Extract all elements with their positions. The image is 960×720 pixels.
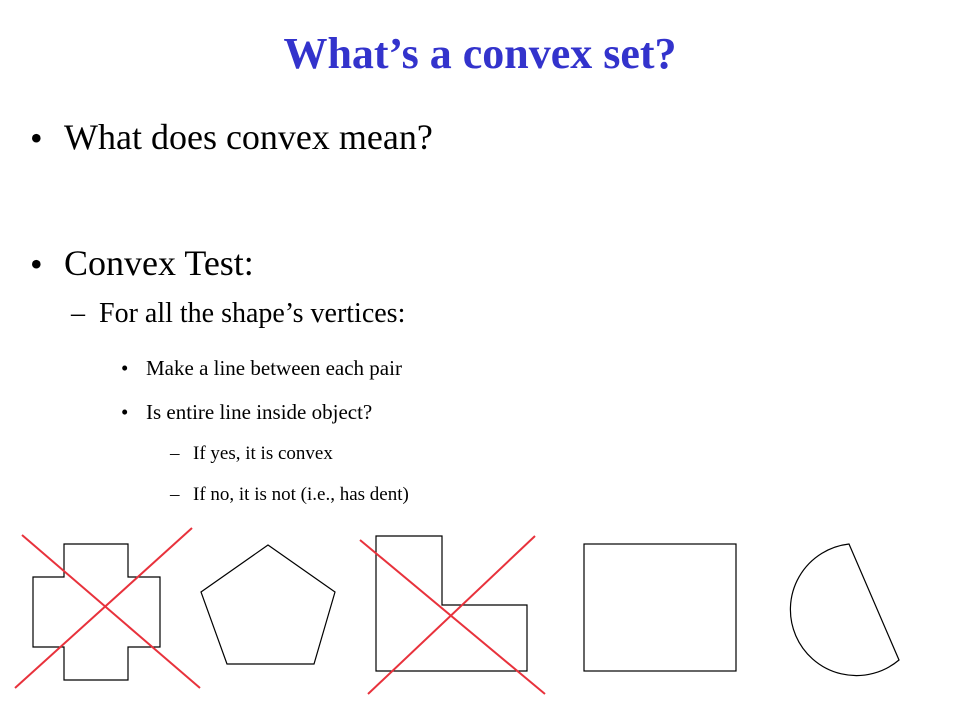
bullet-text: For all the shape’s vertices: <box>99 298 406 329</box>
bullet-text: Is entire line inside object? <box>146 400 373 424</box>
bullet-text: Make a line between each pair <box>146 356 402 380</box>
bullet-marker: – <box>170 443 180 464</box>
cross-shape <box>33 544 160 680</box>
bullet-marker: – <box>170 484 180 505</box>
pentagon-shape <box>201 545 335 664</box>
bullet-marker: – <box>71 298 85 329</box>
bullet-marker: • <box>121 400 129 424</box>
cross-out-line <box>368 536 535 694</box>
bullet-text: If no, it is not (i.e., has dent) <box>193 484 409 505</box>
shapes-illustration <box>0 520 960 720</box>
shape-outlines <box>33 536 899 680</box>
truncated-circle-shape <box>790 544 899 676</box>
bullet-text: What does convex mean? <box>64 117 433 157</box>
bullet-text: If yes, it is convex <box>193 443 333 464</box>
bullet-text: Convex Test: <box>64 243 254 283</box>
cross-out-line <box>22 535 200 688</box>
bullet-marker: • <box>30 118 43 158</box>
bullet-marker: • <box>121 356 129 380</box>
l-shape <box>376 536 527 671</box>
rectangle-shape <box>584 544 736 671</box>
bullet-marker: • <box>30 244 43 284</box>
slide-title: What’s a convex set? <box>283 29 677 78</box>
